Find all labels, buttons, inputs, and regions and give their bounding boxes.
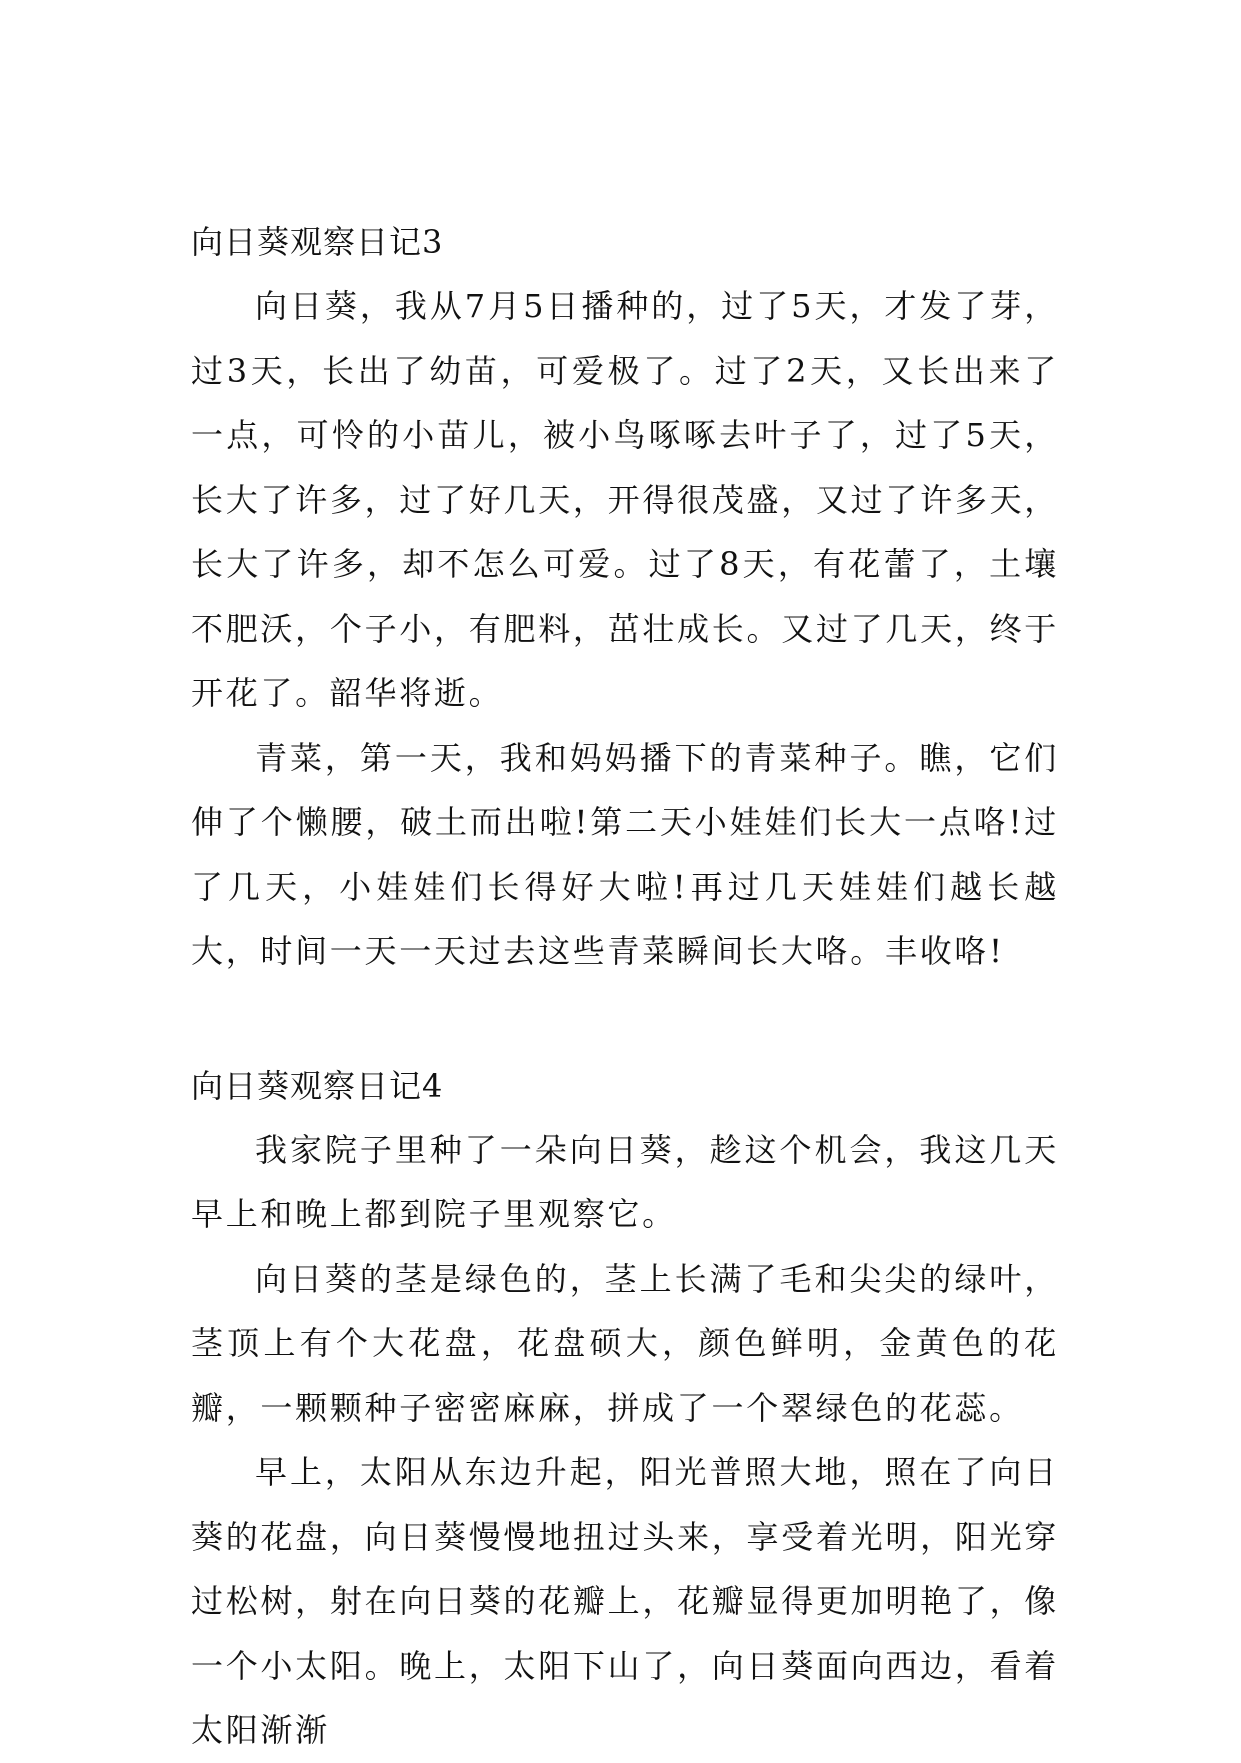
paragraph: 向日葵，我从7月5日播种的，过了5天，才发了芽，过3天，长出了幼苗，可爱极了。过了2天，又长出来了一点，可怜的小苗儿，被小鸟啄啄去叶子了，过了5天，长大了许多，过了好几天，开得很茂盛，又过了许多天，长大了许多，却不怎么可爱。过了8天，有花蕾了，土壤不肥沃，个子小，有肥料，茁壮成长。又过了几天，终于开花了。韶华将逝。 [191, 287, 1059, 712]
paragraph: 我家院子里种了一朵向日葵，趁这个机会，我这几天早上和晚上都到院子里观察它。 [191, 1130, 1059, 1233]
section-spacer [191, 984, 1059, 1054]
paragraph: 早上，太阳从东边升起，阳光普照大地，照在了向日葵的花盘，向日葵慢慢地扭过头来，享受着光明，阳光穿过松树，射在向日葵的花瓣上，花瓣显得更加明艳了，像一个小太阳。晚上，太阳下山了，向日葵面向西边，看着太阳渐渐 [191, 1453, 1059, 1749]
diary-entry-3 [191, 210, 1059, 984]
diary-entry-4 [191, 1054, 1059, 1763]
paragraph: 青菜，第一天，我和妈妈播下的青菜种子。瞧，它们伸了个懒腰，破土而出啦!第二天小娃娃们长大一点咯!过了几天，小娃娃们长得好大啦!再过几天娃娃们越长越大，时间一天一天过去这些青菜瞬间长大咯。丰收咯! [191, 738, 1059, 970]
entry-title: 向日葵观察日记3 [191, 223, 444, 261]
paragraph: 向日葵的茎是绿色的，茎上长满了毛和尖尖的绿叶，茎顶上有个大花盘，花盘硕大，颜色鲜明，金黄色的花瓣，一颗颗种子密密麻麻，拼成了一个翠绿色的花蕊。 [191, 1259, 1059, 1427]
document-body [191, 210, 1059, 1763]
entry-title: 向日葵观察日记4 [191, 1066, 444, 1105]
